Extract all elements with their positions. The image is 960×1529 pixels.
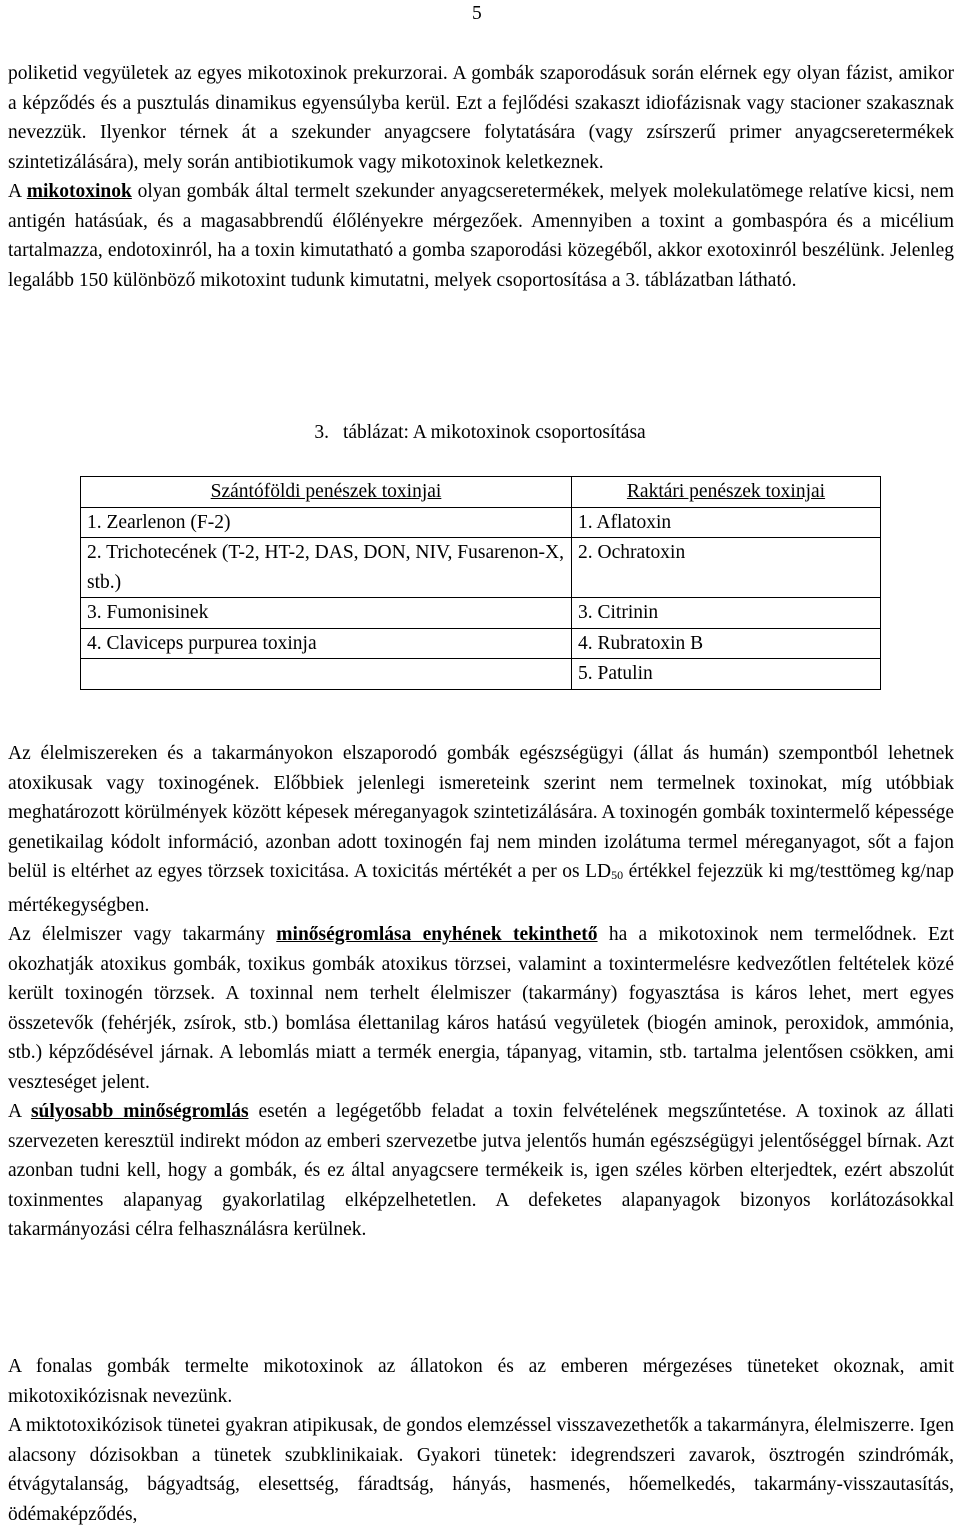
p5-rest: esetén a legégetőbb feladat a toxin felvételének megszűntetése. A toxinok az állati szervezeten keresztül indirekt módon az emberi szervezetbe jutva jelentős humán egészségügyi jelentőséggel bírnak. Azt azonban tudni kell, hogy a gombák, és ez által anyagcsere termékeik is, igen széles körben elterjedtek, ezért abszolút toxinmentes alapanyag gyakorlatilag elképzelhetetlen. A defeketes alapanyagok bizonyos korlátozásokkal takarmányozási célra felhasználásra kerülnek. (8, 1101, 954, 1240)
p4-start: Az élelmiszer vagy takarmány (8, 924, 277, 945)
intro-p2-start: A (8, 181, 27, 202)
page-number: 5 (472, 3, 482, 24)
intro-paragraph-2 (8, 177, 954, 295)
p5-start: A (8, 1101, 31, 1122)
table-cell: 3. Fumonisinek (81, 598, 572, 629)
p4-rest: ha a mikotoxinok nem termelődnek. Ezt okozhatják atoxikus gombák, toxikus gombák atoxikus törzsei, valamint a toxintermelésre kedvezőtlen feltételek közé került toxinogén törzsek. A toxinnal nem terhelt élelmiszer (takarmány) fogyasztása is káros lehet, mert egyes összetevők (fehérjék, zsírok, stb.) bomlása élettanilag káros hatású vegyületek (biogén aminok, peroxidok, ammónia, stb.) képződésével járnak. A lebomlás miatt a termék energia, tápanyag, vitamin, stb. tartalma jelentősen csökken, ami veszteséget jelent. (8, 924, 954, 1093)
body-paragraph-mycotoxicosis: A fonalas gombák termelte mikotoxinok az állatokon és az emberen mérgezéses tüneteket okoznak, amit mikotoxikózisnak nevezünk. (8, 1356, 954, 1407)
mycotoxin-table (80, 476, 881, 690)
intro-section (8, 59, 954, 295)
p3-main: Az élelmiszereken és a takarmányokon elszaporodó gombák egészségügyi (állat ás humán) szempontból lehetnek atoxikusak vagy toxinogének. Előbbiek jelenlegi ismereteink szerint nem termelnek toxinokat, míg utóbbiak meghatározott körülmények között képesek méreganyagok szintetizálására. A toxinogén gombák toxintermelő képessége genetikailag kódolt információ, azonban adott toxinogén faj nem minden izolátuma termel méreganyagot, sőt a fajon belül is eltérhet az egyes törzsek toxicitása. A toxicitás mértékét a per os LD (8, 743, 954, 882)
table-cell: 2. Trichotecének (T-2, HT-2, DAS, DON, NIV, Fusarenon-X, stb.) (81, 538, 572, 598)
table-caption-text: táblázat: A mikotoxinok csoportosítása (342, 422, 646, 443)
body-paragraph-toxicity (8, 739, 954, 920)
table-caption (0, 421, 960, 445)
table-row (81, 538, 881, 598)
intro-paragraph-1: poliketid vegyületek az egyes mikotoxinok prekurzorai. A gombák szaporodásuk során elérnek egy olyan fázist, amikor a képződés és a pusztulás dinamikus egyensúlyba kerül. Ezt a fejlődési szakaszt idiofázisnak vagy stacioner szakasznak nevezzük. Ilyenkor térnek át a szekunder anyagcsere folytatására (vagy zsírszerű primer anyagcseretermékek szintetizálására), mely során antibiotikumok vagy mikotoxinok keletkeznek. (8, 63, 954, 173)
table-cell: 3. Citrinin (572, 598, 881, 629)
table-cell: 4. Claviceps purpurea toxinja (81, 628, 572, 659)
table-cell: 1. Zearlenon (F-2) (81, 507, 572, 538)
body-paragraph-mild-spoilage (8, 920, 954, 1097)
header-storage-molds: Raktári penészek toxinjai (572, 477, 881, 508)
mycotoxicosis-section (8, 1352, 954, 1529)
table-cell (81, 659, 572, 690)
body-section (8, 739, 954, 1245)
table-cell: 2. Ochratoxin (572, 538, 881, 598)
table-row (81, 628, 881, 659)
table-row (81, 598, 881, 629)
table-cell: 1. Aflatoxin (572, 507, 881, 538)
body-paragraph-symptoms: A miktotoxikózisok tünetei gyakran atipikusak, de gondos elemzéssel visszavezethetők a takarmányra, élelmiszerre. Igen alacsony dózisokban a tünetek szubklinikaiak. Gyakori tünetek: idegrendszeri zavarok, ösztrogén szindrómák, étvágytalanság, bágyadtság, elesettség, fáradtság, hányás, hasmenés, hőemelkedés, takarmány-visszautasítás, ödémaképződés, (8, 1415, 954, 1525)
ld-subscript: 50 (611, 868, 624, 882)
term-mild-spoilage: minőségromlása enyhének tekinthető (276, 924, 598, 945)
body-paragraph-severe-spoilage (8, 1097, 954, 1245)
table-caption-number: 3. (314, 422, 329, 443)
term-severe-spoilage: súlyosabb minőségromlás (30, 1101, 249, 1122)
term-mikotoxinok: mikotoxinok (26, 181, 132, 202)
table-header-row (81, 477, 881, 508)
p3-end: értékkel fejezzük ki mg/testtömeg kg/nap mértékegységben. (8, 861, 954, 916)
header-field-molds: Szántóföldi penészek toxinjai (81, 477, 572, 508)
intro-p2-rest: olyan gombák által termelt szekunder anyagcseretermékek, melyek molekulatömege relatíve kicsi, nem antigén hatásúak, és a magasabbrendű élőlényekre mérgezőek. Amennyiben a toxint a gombaspóra és a micélium tartalmazza, endotoxinról, ha a toxin kimutatható a gomba szaporodási közegéből, akkor exotoxinról beszélünk. Jelenleg legalább 150 különböző mikotoxint tudunk kimutatni, melyek csoportosítása a 3. táblázatban látható. (8, 181, 954, 291)
table-cell: 5. Patulin (572, 659, 881, 690)
table-cell: 4. Rubratoxin B (572, 628, 881, 659)
table-row (81, 507, 881, 538)
table-row (81, 659, 881, 690)
